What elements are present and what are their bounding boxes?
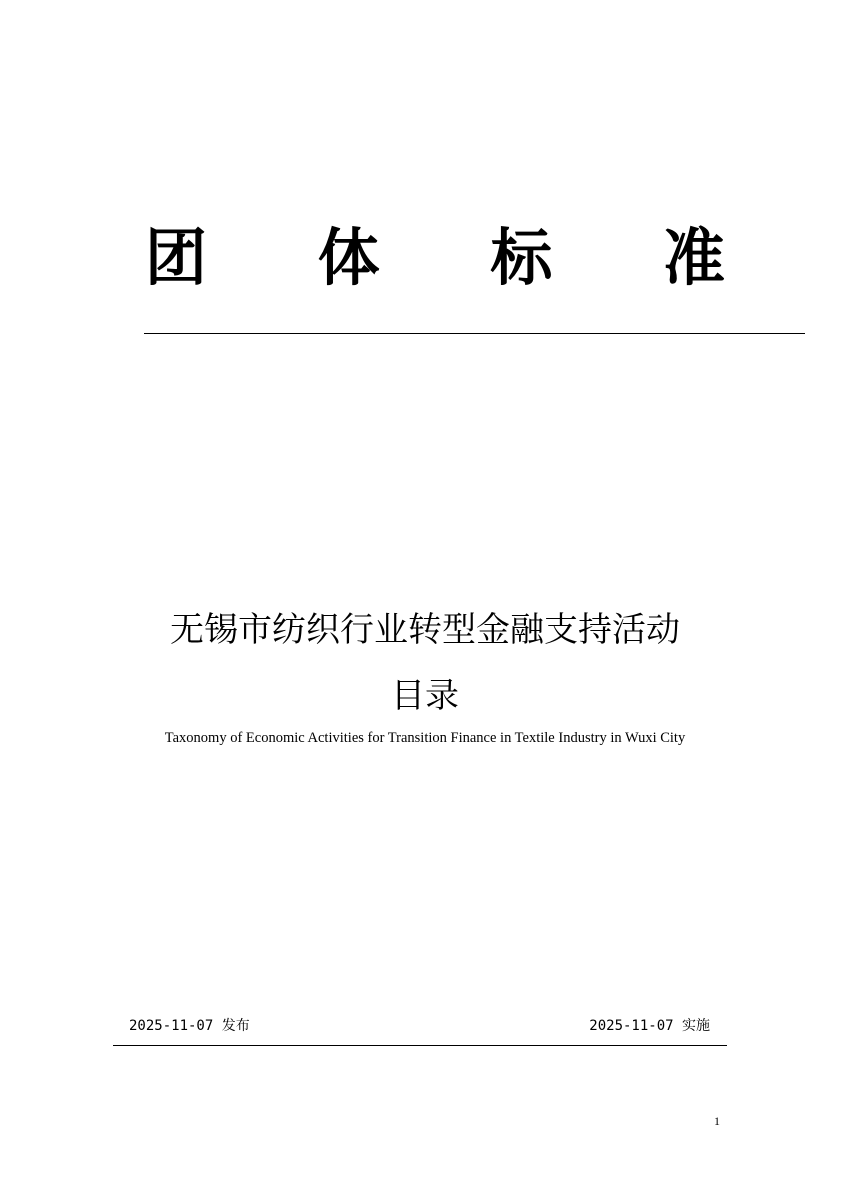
standard-type-heading <box>145 218 725 298</box>
title-zh-line-1: 无锡市纺织行业转型金融支持活动 <box>170 610 680 650</box>
document-title-en: Taxonomy of Economic Activities for Transition Finance in Textile Industry in Wuxi City <box>164 730 686 746</box>
page-number: 1 <box>714 1114 720 1128</box>
heading-char-2: 体 <box>317 221 380 294</box>
document-title-zh <box>100 603 750 723</box>
top-divider <box>144 333 805 334</box>
heading-char-3: 标 <box>490 221 553 294</box>
heading-char-4: 准 <box>662 221 725 294</box>
bottom-divider <box>113 1045 727 1046</box>
heading-char-1: 团 <box>145 221 208 294</box>
publish-date: 2025-11-07 发布 <box>129 1018 250 1034</box>
implement-date: 2025-11-07 实施 <box>589 1018 710 1034</box>
date-row <box>129 1016 710 1036</box>
title-zh-line-2: 目录 <box>391 676 459 716</box>
